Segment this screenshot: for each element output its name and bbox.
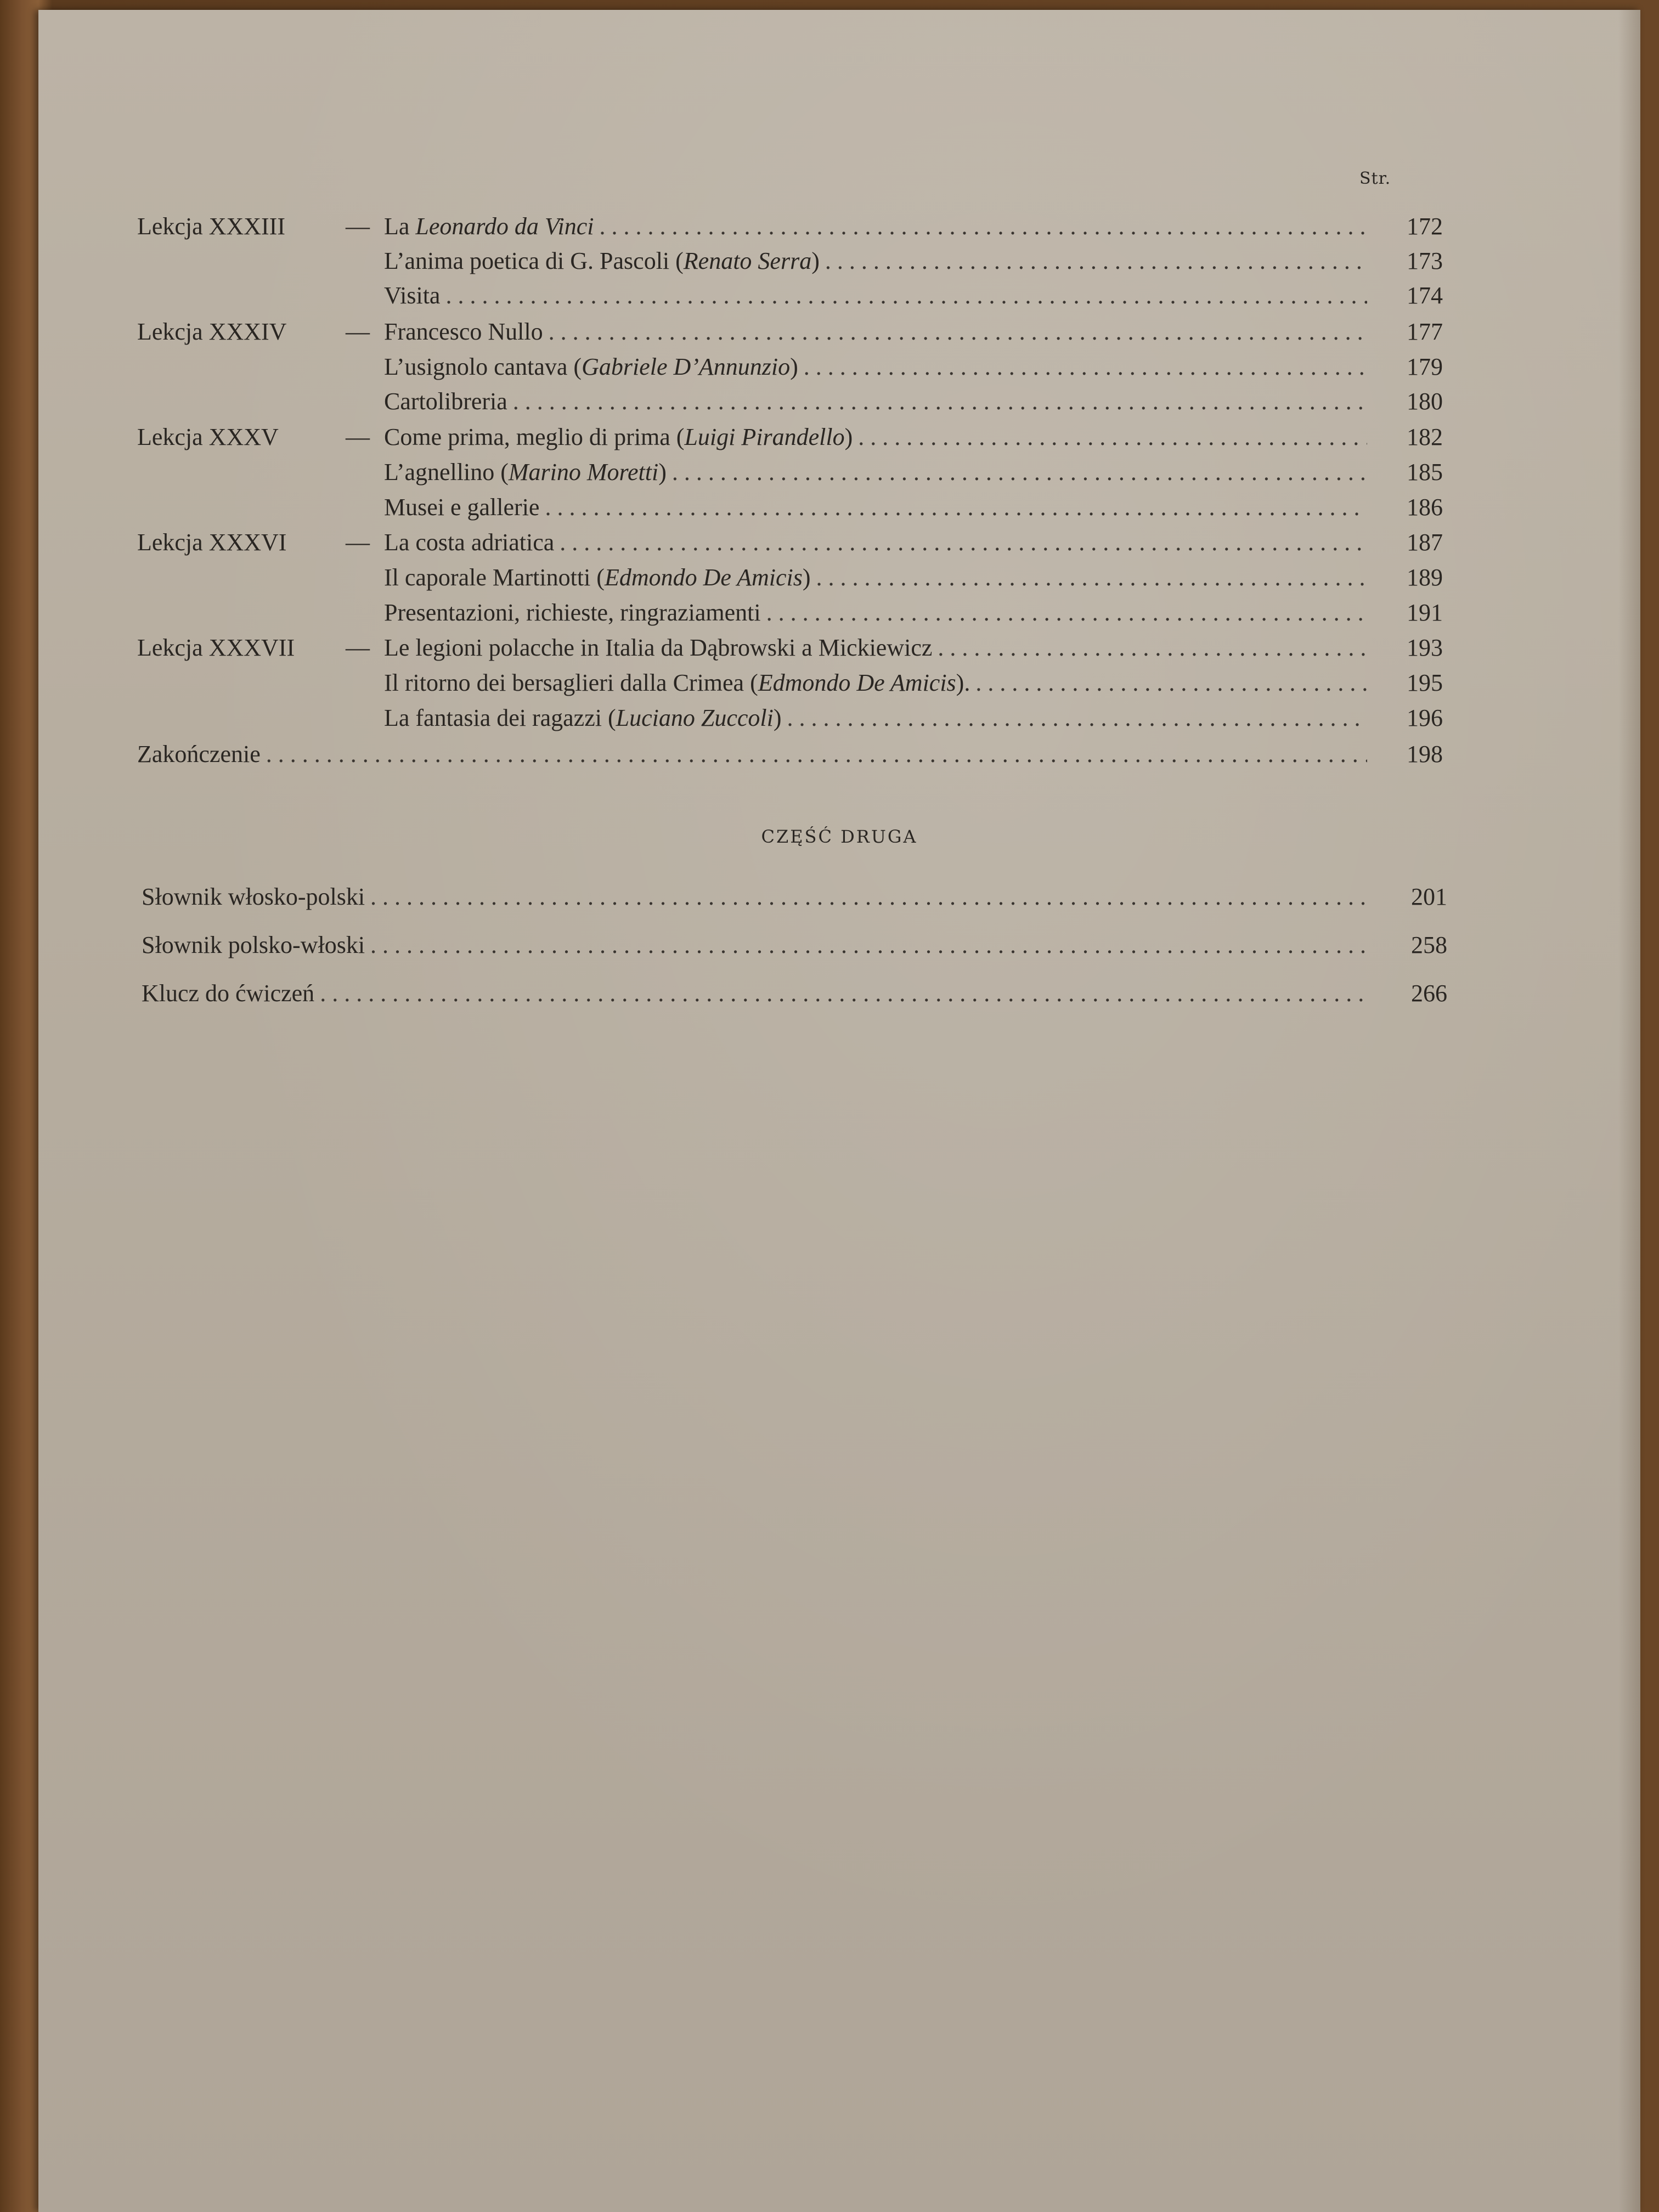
toc-entry xyxy=(384,701,1443,735)
lesson-dash: — xyxy=(346,424,370,450)
page-number: 185 xyxy=(1407,459,1443,486)
entry-title: Francesco Nullo xyxy=(384,318,543,345)
toc-entry xyxy=(384,385,1443,419)
toc-row xyxy=(137,526,1443,560)
toc-row xyxy=(137,244,1443,278)
toc-entry xyxy=(384,210,1443,244)
book-page xyxy=(38,10,1640,2212)
leader-dots xyxy=(816,561,1367,595)
page-number: 180 xyxy=(1407,388,1443,415)
page-number: 173 xyxy=(1407,247,1443,274)
entry-title: L’agnellino (Marino Moretti) xyxy=(384,459,667,486)
toc-entry xyxy=(384,455,1443,489)
entry-title: La costa adriatica xyxy=(384,529,555,556)
entry-title: Le legioni polacche in Italia da Dąbrowski a Mickiewicz xyxy=(384,634,933,661)
toc-entry xyxy=(384,561,1443,595)
toc-row xyxy=(137,455,1443,489)
toc-entry xyxy=(142,977,1447,1011)
lesson-number: Lekcja XXXIV xyxy=(137,318,287,345)
toc-entry xyxy=(142,928,1447,962)
lesson-number: Lekcja XXXIII xyxy=(137,213,285,240)
table-of-contents xyxy=(38,10,1640,2212)
entry-title: Musei e gallerie xyxy=(384,494,540,521)
entry-title: Słownik polsko-włoski xyxy=(142,932,365,958)
lesson-number: Lekcja XXXVI xyxy=(137,529,287,556)
leader-dots xyxy=(825,244,1367,278)
leader-dots xyxy=(370,928,1372,962)
leader-dots xyxy=(975,666,1367,700)
leader-dots xyxy=(600,210,1368,244)
lesson-dash: — xyxy=(346,213,370,240)
page-number: 195 xyxy=(1407,669,1443,696)
page-number: 191 xyxy=(1407,599,1443,626)
leader-dots xyxy=(560,526,1367,560)
entry-title: Klucz do ćwiczeń xyxy=(142,980,315,1007)
toc-entry xyxy=(384,666,1443,700)
toc-row xyxy=(137,385,1443,419)
entry-title: Il ritorno dei bersaglieri dalla Crimea (Edmondo De Amicis). xyxy=(384,669,970,696)
toc-row xyxy=(137,210,1443,244)
leader-dots xyxy=(320,977,1372,1011)
toc-entry xyxy=(137,737,1443,771)
entry-title: Il caporale Martinotti (Edmondo De Amicis) xyxy=(384,564,811,591)
entry-title: Presentazioni, richieste, ringraziamenti xyxy=(384,599,761,626)
toc-entry xyxy=(384,350,1443,384)
page-column-label: Str. xyxy=(1359,169,1391,188)
toc-row xyxy=(137,350,1443,384)
entry-title: La Leonardo da Vinci xyxy=(384,213,594,240)
leader-dots xyxy=(787,701,1367,735)
leader-dots xyxy=(804,350,1367,384)
entry-title: L’anima poetica di G. Pascoli (Renato Serra) xyxy=(384,247,820,274)
leader-dots xyxy=(672,455,1367,489)
toc-entry xyxy=(384,526,1443,560)
lesson-dash: — xyxy=(346,318,370,345)
toc-row xyxy=(137,701,1443,735)
entry-title: Słownik włosko-polski xyxy=(142,883,365,910)
leader-dots xyxy=(766,596,1367,630)
toc-entry xyxy=(384,420,1443,454)
toc-row xyxy=(137,596,1443,630)
lesson-number: Lekcja XXXV xyxy=(137,424,279,450)
toc-entry xyxy=(142,880,1447,914)
leader-dots xyxy=(513,385,1367,419)
leader-dots xyxy=(938,631,1367,665)
leader-dots xyxy=(545,490,1367,524)
toc-entry xyxy=(384,596,1443,630)
entry-title: Visita xyxy=(384,282,441,309)
leader-dots xyxy=(549,315,1367,349)
toc-entry xyxy=(384,631,1443,665)
page-number: 198 xyxy=(1407,741,1443,768)
toc-row xyxy=(137,315,1443,349)
page-number: 196 xyxy=(1407,704,1443,731)
toc-entry xyxy=(384,490,1443,524)
leader-dots xyxy=(266,737,1367,771)
toc-row xyxy=(142,928,1447,962)
page-number: 266 xyxy=(1411,980,1447,1007)
page-number: 186 xyxy=(1407,494,1443,521)
lesson-dash: — xyxy=(346,634,370,661)
toc-row xyxy=(137,490,1443,524)
page-number: 177 xyxy=(1407,318,1443,345)
page-number: 179 xyxy=(1407,353,1443,380)
page-number: 174 xyxy=(1407,282,1443,309)
page-number: 187 xyxy=(1407,529,1443,556)
toc-row xyxy=(137,561,1443,595)
entry-title: Zakończenie xyxy=(137,741,261,768)
lesson-number: Lekcja XXXVII xyxy=(137,634,295,661)
entry-title: L’usignolo cantava (Gabriele D’Annunzio) xyxy=(384,353,798,380)
toc-entry xyxy=(384,279,1443,313)
entry-title: Come prima, meglio di prima (Luigi Pirandello) xyxy=(384,424,853,450)
toc-row xyxy=(142,880,1447,914)
page-number: 189 xyxy=(1407,564,1443,591)
toc-entry xyxy=(384,244,1443,278)
leader-dots xyxy=(445,279,1367,313)
toc-row xyxy=(142,977,1447,1011)
toc-row xyxy=(137,420,1443,454)
entry-title: La fantasia dei ragazzi (Luciano Zuccoli) xyxy=(384,704,782,731)
entry-title: Cartolibreria xyxy=(384,388,507,415)
toc-row xyxy=(137,279,1443,313)
page-number: 201 xyxy=(1411,883,1447,910)
leader-dots xyxy=(370,880,1372,914)
toc-row xyxy=(137,631,1443,665)
toc-row xyxy=(137,666,1443,700)
page-number: 193 xyxy=(1407,634,1443,661)
leader-dots xyxy=(858,420,1367,454)
page-number: 172 xyxy=(1407,213,1443,240)
lesson-dash: — xyxy=(346,529,370,556)
page-number: 258 xyxy=(1411,932,1447,958)
toc-entry xyxy=(384,315,1443,349)
page-number: 182 xyxy=(1407,424,1443,450)
section-heading: CZĘŚĆ DRUGA xyxy=(761,826,918,847)
toc-row-closing xyxy=(137,737,1443,771)
